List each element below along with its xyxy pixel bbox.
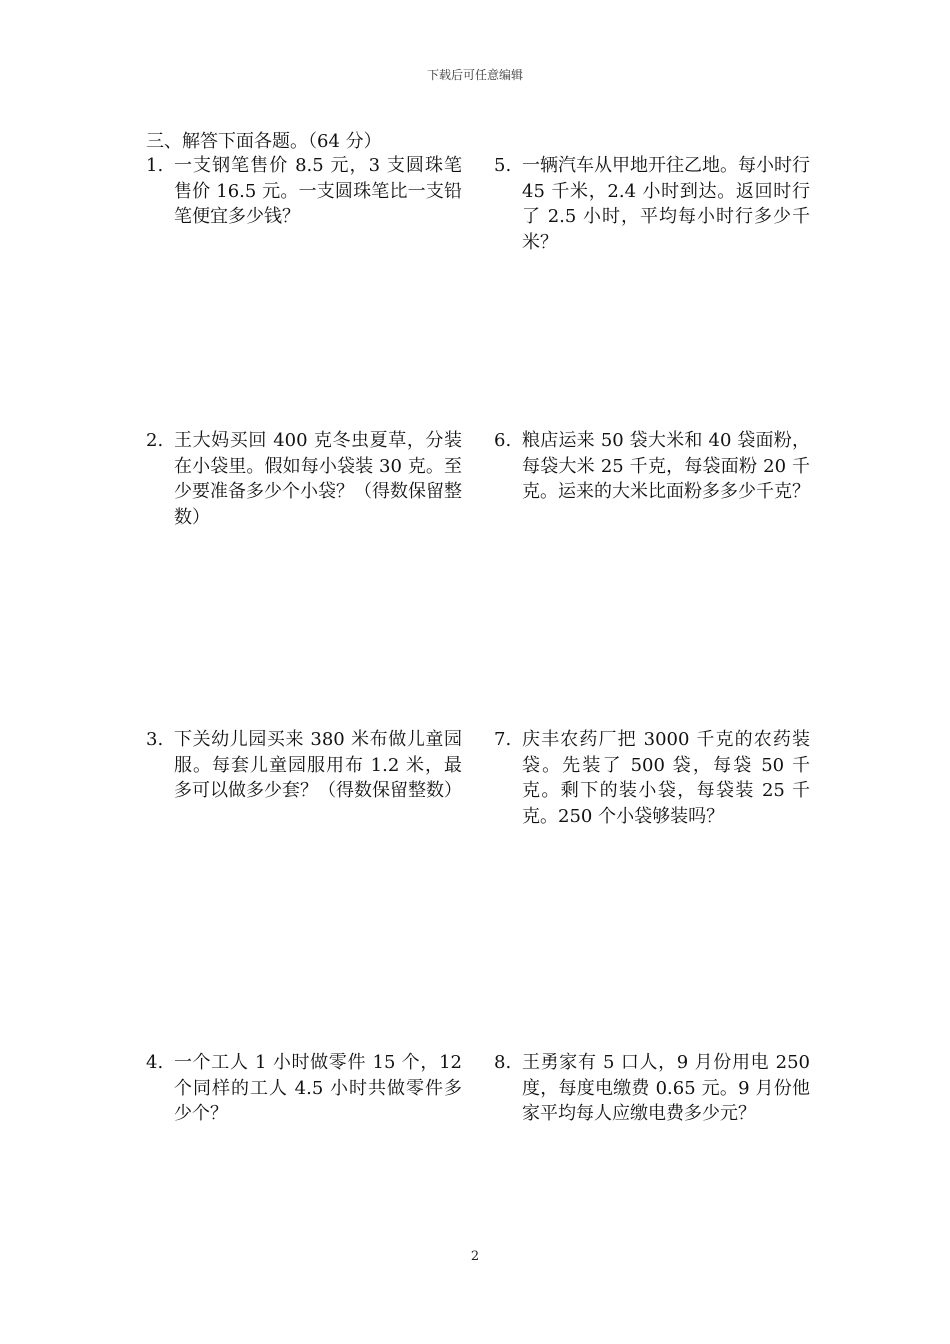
page-number: 2	[470, 1249, 480, 1264]
section-title: 三、解答下面各题。（64 分）	[146, 131, 382, 152]
question-text: 庆丰农药厂把 3000 千克的农药装袋。先装了 500 袋，每袋 50 千克。剩下的装小袋，每袋装 25 千克。250 个小袋够装吗？	[522, 729, 810, 827]
question-number: 2.	[146, 430, 164, 451]
question-number: 3.	[146, 729, 164, 750]
question-number: 6.	[494, 430, 512, 451]
question-number: 5.	[494, 155, 512, 176]
question-text: 一支钢笔售价 8.5 元，3 支圆珠笔售价 16.5 元。一支圆珠笔比一支铅笔便宜多少钱？	[174, 155, 462, 227]
question-text: 王勇家有 5 口人，9 月份用电 250 度，每度电缴费 0.65 元。9 月份他家平均每人应缴电费多少元？	[522, 1052, 810, 1124]
question-number: 7.	[494, 729, 512, 750]
question-number: 4.	[146, 1052, 164, 1073]
question-number: 8.	[494, 1052, 512, 1073]
question-text: 一辆汽车从甲地开往乙地。每小时行 45 千米，2.4 小时到达。返回时行了 2.5 小时，平均每小时行多少千米？	[522, 155, 810, 253]
question-text: 一个工人 1 小时做零件 15 个，12 个同样的工人 4.5 小时共做零件多少个？	[174, 1052, 462, 1124]
header-note: 下载后可任意编辑	[426, 68, 523, 82]
question-text: 粮店运来 50 袋大米和 40 袋面粉，每袋大米 25 千克，每袋面粉 20 千克。运来的大米比面粉多多少千克？	[522, 430, 810, 502]
question-text: 王大妈买回 400 克冬虫夏草，分装在小袋里。假如每小袋装 30 克。至少要准备多少个小袋？（得数保留整数）	[174, 430, 462, 528]
question-text: 下关幼儿园买来 380 米布做儿童园服。每套儿童园服用布 1.2 米，最多可以做多少套？（得数保留整数）	[174, 729, 462, 801]
question-number: 1.	[146, 155, 164, 176]
